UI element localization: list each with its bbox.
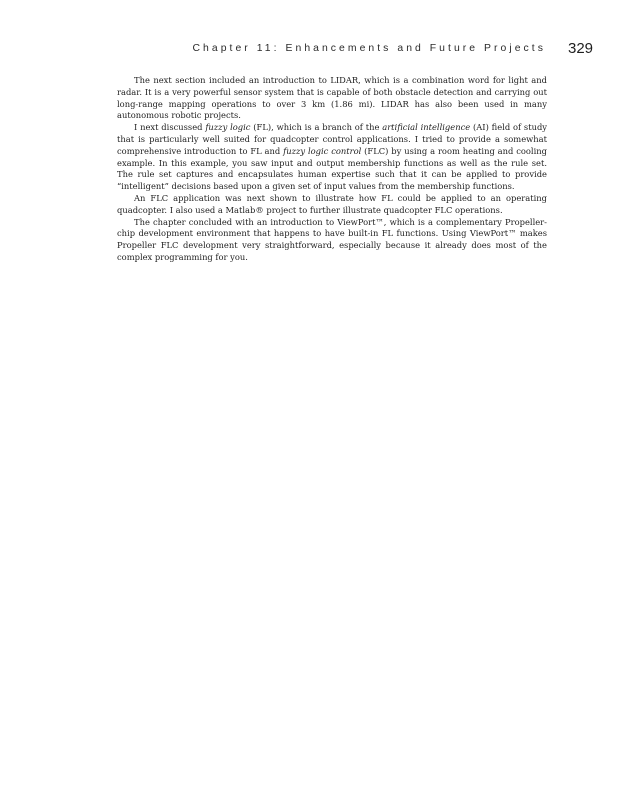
paragraph-fuzzy-logic [117,122,547,193]
running-header [0,40,634,62]
term-fuzzy-logic-control: fuzzy logic control [283,145,362,156]
paragraph-flc-application: An FLC application was next shown to illustrate how FL could be applied to an operating quadcopter. I also used a Matlab® project to further illustrate quadcopter FLC operations. [117,192,547,215]
paragraph-viewport: The chapter concluded with an introduction to ViewPort™, which is a complementary Propeller-chip development environment that happens to have built-in FL functions. Using ViewPort™ makes Propeller FLC development very straightforward, especially because it already does most of the complex programming for you. [117,216,547,262]
paragraph-fuzzy-logic-part-4: (FLC) by using a room heating and cooling example. In this example, you saw input and output membership functions as well as the rule set. The rule set captures and encapsulates human expertise such that it can be applied to provide “intelligent” decisions based upon a given set of input values from the membership functions. [117,145,547,192]
page-number: 329 [568,40,594,57]
paragraph-fuzzy-logic-part-3: (AI) field of study that is particularly well suited for quadcopter control applications. I tried to provide a somewhat comprehensive introduction to FL and [117,122,547,156]
paragraph-fuzzy-logic-part-2: (FL), which is a branch of the [250,122,383,133]
paragraph-lidar: The next section included an introduction to LIDAR, which is a combination word for light and radar. It is a very powerful sensor system that is capable of both obstacle detection and carrying out long-range mapping operations to over 3 km (1.86 mi). LIDAR has also been used in many autonomous robotic projects. [117,75,547,121]
term-artificial-intelligence: artificial intelligence [382,122,471,133]
chapter-title: Chapter 11: Enhancements and Future Projects [192,43,546,54]
body-text [117,75,547,264]
term-fuzzy-logic: fuzzy logic [205,122,251,133]
paragraph-fuzzy-logic-part-1: I next discussed [134,122,206,133]
